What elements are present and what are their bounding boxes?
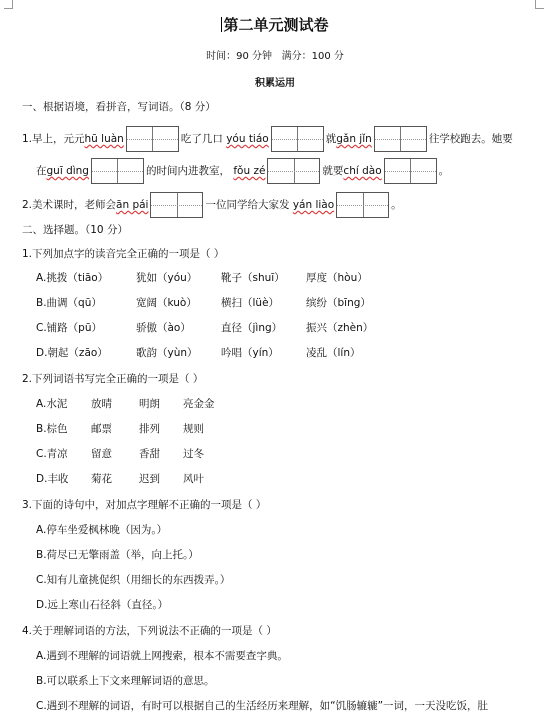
option-label: A. <box>36 272 47 284</box>
q2-option-a[interactable] <box>36 396 215 411</box>
option-item: 排列 <box>139 423 160 435</box>
option-item: 骄傲（ào） <box>136 322 191 334</box>
option-item: 亮金金 <box>183 398 215 410</box>
text: 在 <box>36 165 47 177</box>
answer-box[interactable] <box>374 126 427 152</box>
option-item: 铺路（pū） <box>46 322 102 334</box>
option-item: 朝起（zāo） <box>47 347 108 359</box>
pinyin: ān pái <box>116 199 149 211</box>
q2-option-b[interactable] <box>36 421 204 436</box>
option-item: 歌韵（yùn） <box>136 347 198 359</box>
q3-option-a[interactable]: A.停车坐爱枫林晚（因为。） <box>36 524 168 536</box>
time-limit: 时间：90 分钟 <box>206 51 273 62</box>
page-title <box>0 14 550 35</box>
option-item: 曲调（qū） <box>46 297 102 309</box>
q1-stem: 1.下列加点字的读音完全正确的一项是（ ） <box>22 248 225 260</box>
option-item: 风叶 <box>183 473 204 485</box>
q3-stem: 3.下面的诗句中，对加点字理解不正确的一项是（ ） <box>22 499 267 511</box>
option-item: 过冬 <box>183 448 204 460</box>
option-item: 香甜 <box>139 448 160 460</box>
exam-meta <box>0 47 550 62</box>
title-text: 第二单元测试卷 <box>223 16 329 34</box>
q2-option-d[interactable] <box>36 471 204 486</box>
option-item: 振兴（zhèn） <box>306 322 374 334</box>
q1-option-b[interactable] <box>36 295 371 310</box>
option-item: 留意 <box>91 448 112 460</box>
option-item: 厚度（hòu） <box>306 272 368 284</box>
pinyin: fǒu zé <box>233 165 266 177</box>
option-item: 犹如（yóu） <box>136 272 198 284</box>
option-item: 丰收 <box>47 473 69 485</box>
q4-option-a[interactable]: A.遇到不理解的词语就上网搜索，根本不需要查字典。 <box>36 650 288 662</box>
text: 。 <box>391 199 402 211</box>
answer-box[interactable] <box>336 192 389 218</box>
option-item: 放晴 <box>91 398 112 410</box>
answer-box[interactable] <box>384 158 437 184</box>
text: 一位同学给大家发 <box>205 199 290 211</box>
q1-option-a[interactable] <box>36 270 368 285</box>
pinyin: yóu tiáo <box>226 133 269 145</box>
option-label: A. <box>36 398 47 410</box>
option-item: 明朗 <box>139 398 160 410</box>
answer-box[interactable] <box>91 158 144 184</box>
q4-option-b[interactable]: B.可以联系上下文来理解词语的意思。 <box>36 675 215 687</box>
q4-option-c[interactable]: C.遇到不理解的词语，有时可以根据自己的生活经历来理解，如“饥肠辘辘”一词，一天没吃饭，肚 <box>36 700 489 712</box>
option-item: 规则 <box>183 423 204 435</box>
option-label: B. <box>36 423 47 435</box>
q2-stem: 2.下列词语书写完全正确的一项是（ ） <box>22 373 204 385</box>
pinyin: hū luàn <box>84 133 124 145</box>
text: 就要 <box>322 165 344 177</box>
section-title: 积累运用 <box>255 78 295 89</box>
q1-option-d[interactable] <box>36 345 361 360</box>
option-item: 迟到 <box>139 473 160 485</box>
option-item: 直径（jìng） <box>221 322 283 334</box>
q3-option-b[interactable]: B.荷尽已无擎雨盖（举，向上托。） <box>36 549 199 561</box>
answer-box[interactable] <box>271 126 324 152</box>
option-item: 靴子（shuī） <box>221 272 285 284</box>
option-item: 棕色 <box>46 423 68 435</box>
page-corner-mark <box>4 0 13 9</box>
full-score: 满分：100 分 <box>281 51 344 62</box>
option-item: 菊花 <box>91 473 112 485</box>
text: 吃了几口 <box>180 133 223 145</box>
text: 1.早上，元元 <box>22 133 85 145</box>
answer-box[interactable] <box>267 158 320 184</box>
option-item: 凌乱（lín） <box>306 347 361 359</box>
pinyin: gǎn jǐn <box>336 133 372 145</box>
part1-q1-line2 <box>36 158 449 184</box>
q4-stem: 4.关于理解词语的方法，下列说法不正确的一项是（ ） <box>22 625 277 637</box>
option-label: D. <box>36 347 48 359</box>
part1-heading: 一、根据语境，看拼音，写词语。（8 分） <box>22 101 216 113</box>
text: 往学校跑去。她要 <box>428 133 513 145</box>
option-item: 横扫（lüè） <box>221 297 280 309</box>
q3-option-d[interactable]: D.远上寒山石径斜（直径。） <box>36 599 169 611</box>
text: 的时间内进教室， <box>145 165 230 177</box>
pinyin: guī dìng <box>46 165 89 177</box>
q2-option-c[interactable] <box>36 446 204 461</box>
answer-box[interactable] <box>126 126 179 152</box>
option-item: 吟唱（yín） <box>221 347 279 359</box>
option-item: 宽阔（kuò） <box>136 297 197 309</box>
text: 2.美术课时，老师会 <box>22 199 117 211</box>
option-item: 青凉 <box>46 448 68 460</box>
option-label: C. <box>36 322 47 334</box>
part2-heading: 二、选择题。（10 分） <box>22 224 128 236</box>
pinyin: yán liào <box>292 199 335 211</box>
option-label: D. <box>36 473 48 485</box>
option-item: 水泥 <box>46 398 68 410</box>
option-label: B. <box>36 297 47 309</box>
text: 。 <box>438 165 450 177</box>
option-item: 邮票 <box>91 423 112 435</box>
option-item: 挑拨（tiāo） <box>46 272 109 284</box>
option-label: C. <box>36 448 47 460</box>
text: 就 <box>325 133 337 145</box>
part1-q2 <box>22 192 402 218</box>
q3-option-c[interactable]: C.知有儿童挑促织（用细长的东西拨弄。） <box>36 574 231 586</box>
page-corner-mark <box>535 0 544 9</box>
part1-q1-line1 <box>22 126 513 152</box>
pinyin: chí dào <box>343 165 382 177</box>
q1-option-c[interactable] <box>36 320 373 335</box>
answer-box[interactable] <box>150 192 203 218</box>
option-item: 缤纷（bīng） <box>306 297 371 309</box>
